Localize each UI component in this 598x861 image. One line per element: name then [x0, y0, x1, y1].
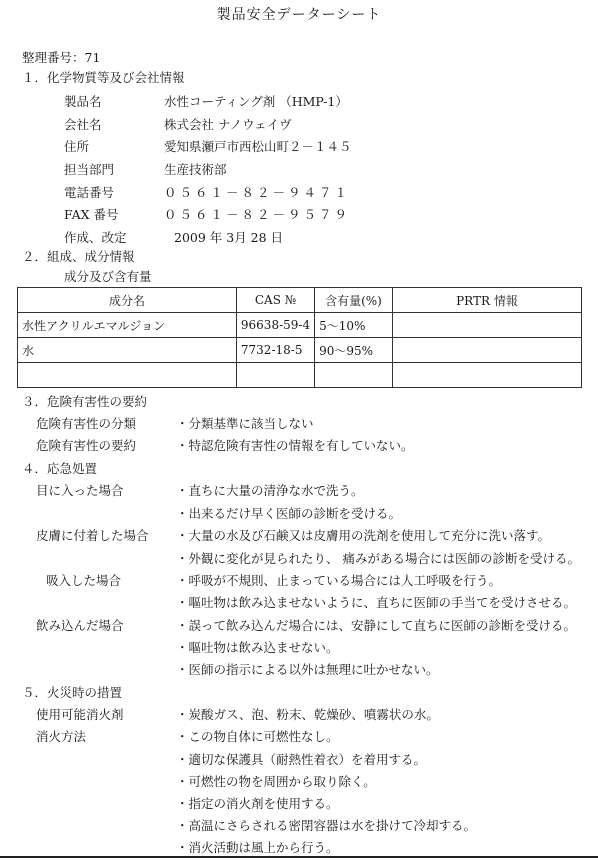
label-address: 住所 — [64, 139, 90, 154]
section-2-heading: ２．組成、成分情報 — [22, 249, 135, 264]
cell-component — [18, 363, 237, 388]
table-row — [18, 313, 582, 338]
value-extinguisher: ・炭酸ガス、泡、粉末、乾燥砂、噴霧状の水。 — [176, 707, 439, 722]
value-eye-contact-1: ・直ちに大量の清浄な水で洗う。 — [176, 483, 364, 498]
section-1-heading: １．化学物質等及び会社情報 — [22, 70, 185, 85]
section-2-subheading: 成分及び含有量 — [64, 269, 152, 284]
label-firefighting: 消火方法 — [36, 729, 87, 744]
value-ingestion-1: ・誤って飲み込んだ場合には、安静にして直ちに医師の診断を受ける。 — [176, 618, 577, 633]
value-created: 2009 年 3月 28 日 — [174, 230, 284, 245]
cell-content: 90～95% — [315, 338, 393, 363]
label-extinguisher: 使用可能消火剤 — [36, 707, 124, 722]
value-fax: ０５６１－８２－９５７９ — [164, 207, 351, 222]
section-3-heading: ３．危険有害性の要約 — [22, 394, 148, 409]
table-row — [18, 338, 582, 363]
label-eye-contact: 目に入った場合 — [36, 483, 124, 498]
section-4-heading: ４．応急処置 — [22, 461, 98, 476]
value-hazard-class: ・分類基準に該当しない — [176, 416, 314, 431]
value-firefighting-5: ・高温にさらされる密閉容器は水を掛けて冷却する。 — [176, 818, 477, 833]
cell-cas: 7732-18-5 — [236, 338, 314, 363]
label-department: 担当部門 — [64, 162, 115, 177]
label-created: 作成、改定 — [64, 230, 127, 245]
value-department: 生産技術部 — [164, 162, 227, 177]
label-phone: 電話番号 — [64, 185, 115, 200]
cell-cas: 96638-59-4 — [236, 313, 314, 338]
value-product-name: 水性コーティング剤 （HMP-1） — [164, 94, 348, 109]
header-cas: CAS № — [236, 288, 314, 313]
cell-content — [315, 363, 393, 388]
label-skin-contact: 皮膚に付着した場合 — [36, 528, 149, 543]
value-firefighting-1: ・この物自体に可燃性なし。 — [176, 729, 339, 744]
header-prtr: PRTR 情報 — [392, 288, 581, 313]
cell-prtr — [392, 338, 581, 363]
value-eye-contact-2: ・出来るだけ早く医師の診断を受ける。 — [176, 506, 402, 521]
header-component: 成分名 — [18, 288, 237, 313]
value-ingestion-3: ・医師の指示による以外は無理に吐かせない。 — [176, 662, 439, 677]
label-fax: FAX 番号 — [64, 207, 119, 222]
cell-prtr — [392, 313, 581, 338]
table-row — [18, 363, 582, 388]
value-firefighting-2: ・適切な保護具（耐熱性着衣）を着用する。 — [176, 752, 427, 767]
table-header-row — [18, 288, 582, 313]
label-hazard-summary: 危険有害性の要約 — [36, 438, 137, 453]
value-inhalation-2: ・嘔吐物は飲み込ませないように、直ちに医師の手当てを受けさせる。 — [176, 595, 577, 610]
label-product-name: 製品名 — [64, 94, 102, 109]
value-ingestion-2: ・嘔吐物は飲み込ませない。 — [176, 640, 339, 655]
label-hazard-class: 危険有害性の分類 — [36, 416, 137, 431]
cell-content: 5～10% — [315, 313, 393, 338]
composition-table — [17, 287, 582, 388]
doc-number: 整理番号：71 — [22, 50, 101, 65]
value-firefighting-6: ・消火活動は風上から行う。 — [176, 840, 339, 855]
cell-component: 水性アクリルエマルジョン — [18, 313, 237, 338]
header-content: 含有量(%) — [315, 288, 393, 313]
cell-cas — [236, 363, 314, 388]
value-skin-contact-1: ・大量の水及び石鹸又は皮膚用の洗剤を使用して充分に洗い落す。 — [176, 528, 551, 543]
section-5-heading: ５．火災時の措置 — [22, 685, 123, 700]
value-phone: ０５６１－８２－９４７１ — [164, 185, 351, 200]
label-inhalation: 吸入した場合 — [46, 573, 122, 588]
cell-prtr — [392, 363, 581, 388]
value-address: 愛知県瀬戸市西松山町２－１４５ — [164, 139, 352, 154]
label-company: 会社名 — [64, 117, 102, 132]
value-firefighting-3: ・可燃性の物を周囲から取り除く。 — [176, 774, 376, 789]
value-hazard-summary: ・特認危険有害性の情報を有していない。 — [176, 438, 414, 453]
document-title: 製品安全データーシート — [216, 7, 382, 23]
value-skin-contact-2: ・外観に変化が見られたり、 痛みがある場合には医師の診断を受ける。 — [176, 551, 580, 566]
value-firefighting-4: ・指定の消火剤を使用する。 — [176, 796, 339, 811]
value-inhalation-1: ・呼吸が不規則、止まっている場合には人工呼吸を行う。 — [176, 573, 502, 588]
cell-component: 水 — [18, 338, 237, 363]
value-company: 株式会社 ナノウェイヴ — [164, 117, 292, 132]
page-bottom-rule — [0, 856, 598, 858]
label-ingestion: 飲み込んだ場合 — [36, 618, 124, 633]
